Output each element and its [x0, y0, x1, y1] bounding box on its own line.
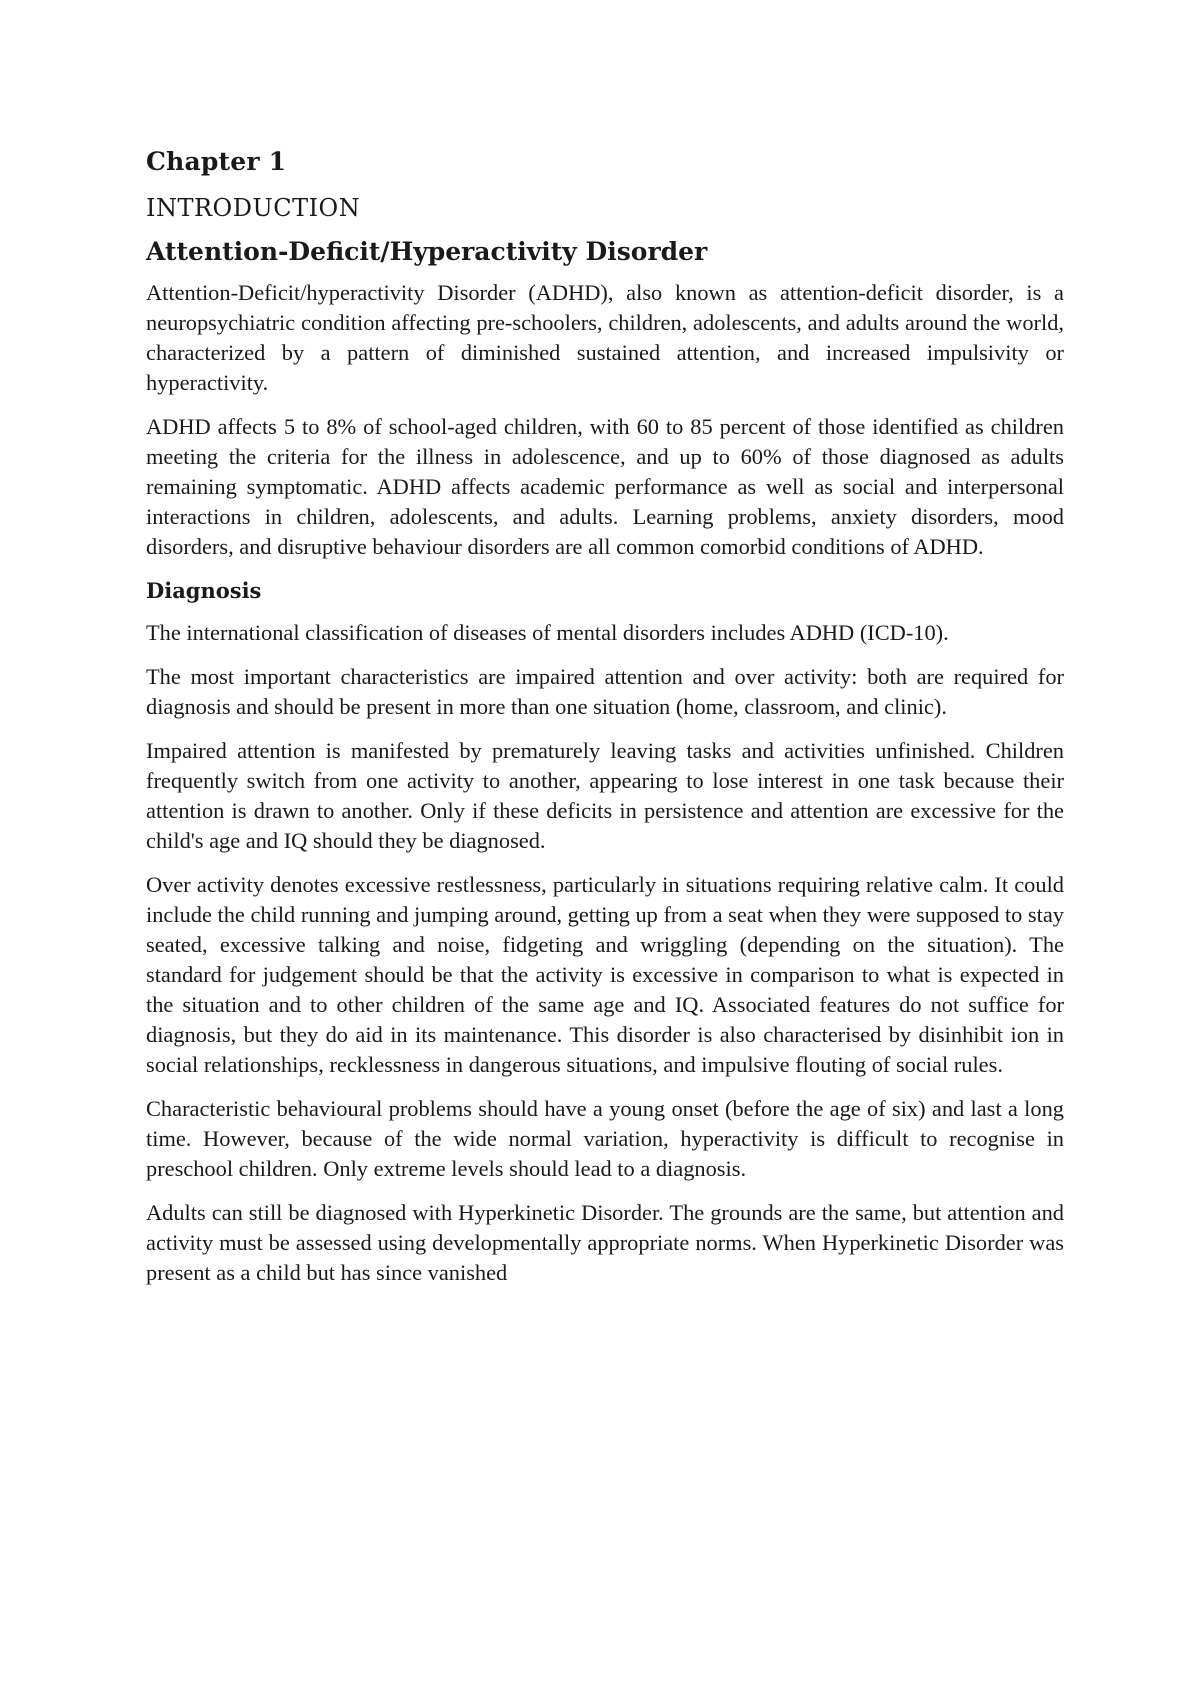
paragraph-key-characteristics: The most important characteristics are impaired attention and over activity: both are required for diagnosis and should be present in more than one situation (home, classroom, and clinic). — [146, 664, 1064, 719]
section-heading: Attention-Deficit/Hyperactivity Disorder — [146, 237, 708, 266]
paragraph-onset: Characteristic behavioural problems should have a young onset (before the age of six) and last a long time. However, because of the wide normal variation, hyperactivity is difficult to recognise in preschool children. Only extreme levels should lead to a diagnosis. — [146, 1096, 1064, 1181]
page-content — [146, 146, 1064, 1302]
paragraph-icd-classification: The international classification of diseases of mental disorders includes ADHD (ICD-10). — [146, 620, 949, 645]
paragraph-over-activity: Over activity denotes excessive restlessness, particularly in situations requiring relative calm. It could include the child running and jumping around, getting up from a seat when they were supposed to stay seated, excessive talking and noise, fidgeting and wriggling (depending on the situation). The standard for judgement should be that the activity is excessive in comparison to what is expected in the situation and to other children of the same age and IQ. Associated features do not suffice for diagnosis, but they do aid in its maintenance. This disorder is also characterised by disinhibit ion in social relationships, recklessness in dangerous situations, and impulsive flouting of social rules. — [146, 872, 1064, 1077]
paragraph-adhd-definition: Attention-Deficit/hyperactivity Disorder (ADHD), also known as attention-deficit disorder, is a neuropsychiatric condition affecting pre-schoolers, children, adolescents, and adults around the world, characterized by a pattern of diminished sustained attention, and increased impulsivity or hyperactivity. — [146, 280, 1064, 395]
chapter-label: Chapter 1 — [146, 147, 287, 176]
paragraph-adult-diagnosis: Adults can still be diagnosed with Hyperkinetic Disorder. The grounds are the same, but attention and activity must be assessed using developmentally appropriate norms. When Hyperkinetic Disorder was present as a child but has since vanished — [146, 1200, 1064, 1285]
paragraph-impaired-attention: Impaired attention is manifested by prematurely leaving tasks and activities unfinished. Children frequently switch from one activity to another, appearing to lose interest in one task because their attention is drawn to another. Only if these deficits in persistence and attention are excessive for the child's age and IQ should they be diagnosed. — [146, 738, 1064, 853]
paragraph-adhd-prevalence: ADHD affects 5 to 8% of school-aged children, with 60 to 85 percent of those identified as children meeting the criteria for the illness in adolescence, and up to 60% of those diagnosed as adults remaining symptomatic. ADHD affects academic performance as well as social and interpersonal interactions in children, adolescents, and adults. Learning problems, anxiety disorders, mood disorders, and disruptive behaviour disorders are all common comorbid conditions of ADHD. — [146, 414, 1064, 559]
subheading-diagnosis: Diagnosis — [146, 578, 262, 603]
section-title: INTRODUCTION — [146, 194, 361, 222]
